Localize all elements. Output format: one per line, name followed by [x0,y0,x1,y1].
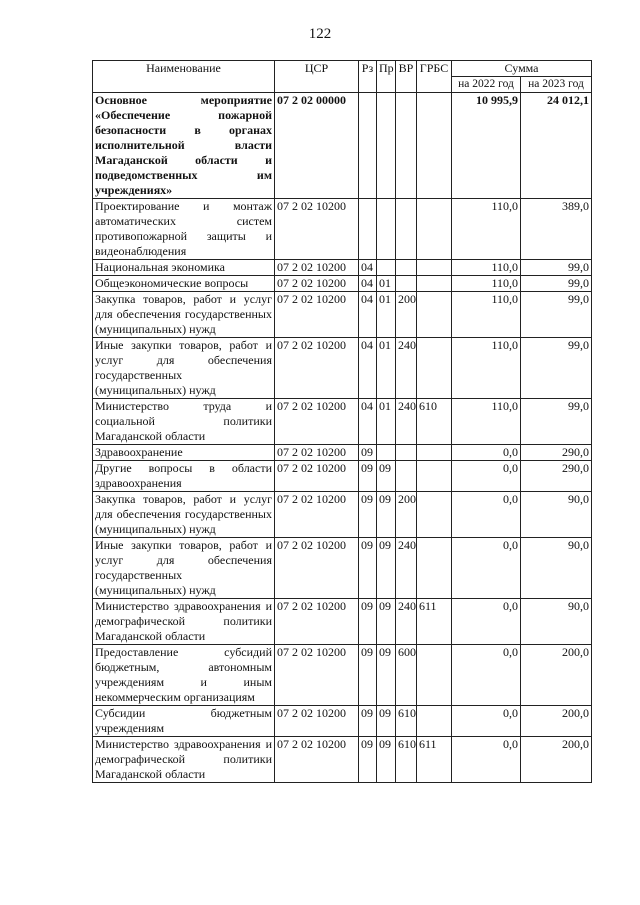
cell-grbs: 611 [417,599,452,645]
cell-csr: 07 2 02 00000 [275,93,359,199]
cell-sum-2023: 290,0 [521,445,592,461]
cell-sum-2022: 0,0 [452,492,521,538]
cell-sum-2022: 0,0 [452,538,521,599]
cell-pr: 09 [377,492,396,538]
cell-csr: 07 2 02 10200 [275,292,359,338]
cell-rz: 09 [359,599,377,645]
cell-sum-2022: 0,0 [452,645,521,706]
header-vr: ВР [396,61,417,93]
cell-pr [377,260,396,276]
table-row [93,338,592,399]
cell-csr: 07 2 02 10200 [275,199,359,260]
cell-name: Иные закупки товаров, работ и услуг для обеспечения государственных (муниципальных) нужд [93,338,275,399]
cell-csr: 07 2 02 10200 [275,538,359,599]
cell-csr: 07 2 02 10200 [275,276,359,292]
table-row [93,461,592,492]
cell-csr: 07 2 02 10200 [275,737,359,783]
header-csr: ЦСР [275,61,359,93]
cell-name: Закупка товаров, работ и услуг для обеспечения государственных (муниципальных) нужд [93,492,275,538]
cell-name: Субсидии бюджетным учреждениям [93,706,275,737]
cell-rz: 04 [359,260,377,276]
cell-sum-2023: 99,0 [521,338,592,399]
cell-rz: 09 [359,445,377,461]
cell-name: Министерство здравоохранения и демографической политики Магаданской области [93,599,275,645]
cell-grbs [417,492,452,538]
cell-grbs [417,93,452,199]
header-sum-2022: на 2022 год [452,77,521,93]
cell-sum-2023: 99,0 [521,276,592,292]
table-row [93,276,592,292]
cell-name: Министерство здравоохранения и демографической политики Магаданской области [93,737,275,783]
header-grbs: ГРБС [417,61,452,93]
cell-rz: 04 [359,276,377,292]
header-rz: Рз [359,61,377,93]
cell-sum-2022: 110,0 [452,199,521,260]
cell-rz: 09 [359,737,377,783]
cell-vr [396,260,417,276]
cell-pr: 09 [377,538,396,599]
cell-grbs [417,199,452,260]
cell-name: Закупка товаров, работ и услуг для обеспечения государственных (муниципальных) нужд [93,292,275,338]
cell-csr: 07 2 02 10200 [275,599,359,645]
table-row [93,706,592,737]
cell-pr [377,445,396,461]
cell-pr: 09 [377,461,396,492]
cell-csr: 07 2 02 10200 [275,461,359,492]
cell-csr: 07 2 02 10200 [275,645,359,706]
cell-name: Здравоохранение [93,445,275,461]
cell-pr [377,199,396,260]
table-row [93,260,592,276]
cell-pr: 09 [377,737,396,783]
cell-sum-2023: 99,0 [521,292,592,338]
cell-sum-2023: 90,0 [521,492,592,538]
cell-grbs [417,292,452,338]
cell-pr: 09 [377,599,396,645]
cell-sum-2022: 0,0 [452,599,521,645]
cell-name: Национальная экономика [93,260,275,276]
cell-rz: 09 [359,492,377,538]
cell-sum-2023: 24 012,1 [521,93,592,199]
cell-grbs: 610 [417,399,452,445]
cell-vr: 240 [396,599,417,645]
cell-vr: 600 [396,645,417,706]
cell-vr [396,276,417,292]
cell-sum-2022: 10 995,9 [452,93,521,199]
cell-sum-2022: 0,0 [452,737,521,783]
cell-sum-2023: 200,0 [521,737,592,783]
table-row [93,599,592,645]
cell-rz [359,199,377,260]
cell-csr: 07 2 02 10200 [275,399,359,445]
header-pr: Пр [377,61,396,93]
cell-name: Предоставление субсидий бюджетным, автономным учреждениям и иным некоммерческим организациям [93,645,275,706]
cell-sum-2023: 290,0 [521,461,592,492]
cell-vr [396,461,417,492]
cell-rz: 04 [359,338,377,399]
cell-grbs [417,276,452,292]
cell-sum-2023: 90,0 [521,599,592,645]
cell-name: Другие вопросы в области здравоохранения [93,461,275,492]
cell-pr [377,93,396,199]
table-row [93,93,592,199]
cell-pr: 09 [377,706,396,737]
cell-sum-2022: 110,0 [452,399,521,445]
cell-vr: 240 [396,338,417,399]
cell-sum-2022: 110,0 [452,292,521,338]
budget-table [92,60,592,783]
cell-rz: 04 [359,399,377,445]
cell-grbs [417,445,452,461]
cell-name: Общеэкономические вопросы [93,276,275,292]
cell-vr: 200 [396,292,417,338]
cell-sum-2023: 99,0 [521,399,592,445]
cell-sum-2022: 0,0 [452,461,521,492]
cell-pr: 09 [377,645,396,706]
cell-sum-2023: 99,0 [521,260,592,276]
cell-sum-2022: 110,0 [452,338,521,399]
cell-grbs [417,645,452,706]
cell-vr [396,93,417,199]
cell-vr [396,199,417,260]
cell-sum-2023: 389,0 [521,199,592,260]
table-row [93,492,592,538]
cell-vr: 610 [396,737,417,783]
table-body [93,93,592,783]
cell-csr: 07 2 02 10200 [275,492,359,538]
cell-rz: 09 [359,461,377,492]
cell-csr: 07 2 02 10200 [275,338,359,399]
cell-grbs [417,706,452,737]
table-row [93,199,592,260]
table-row [93,399,592,445]
cell-sum-2022: 0,0 [452,706,521,737]
cell-csr: 07 2 02 10200 [275,706,359,737]
cell-pr: 01 [377,338,396,399]
cell-name: Основное мероприятие «Обеспечение пожарной безопасности в органах исполнительной власти Магаданской области и подведомственных им учреждениях» [93,93,275,199]
cell-grbs [417,538,452,599]
cell-grbs: 611 [417,737,452,783]
cell-pr: 01 [377,292,396,338]
cell-rz: 09 [359,538,377,599]
cell-vr [396,445,417,461]
cell-pr: 01 [377,399,396,445]
cell-vr: 240 [396,399,417,445]
cell-sum-2022: 0,0 [452,445,521,461]
header-name: Наименование [93,61,275,93]
cell-csr: 07 2 02 10200 [275,260,359,276]
table-row [93,645,592,706]
cell-sum-2023: 200,0 [521,645,592,706]
cell-rz [359,93,377,199]
cell-grbs [417,338,452,399]
table-row [93,292,592,338]
cell-name: Проектирование и монтаж автоматических систем противопожарной защиты и видеонаблюдения [93,199,275,260]
cell-grbs [417,461,452,492]
cell-vr: 200 [396,492,417,538]
cell-rz: 09 [359,706,377,737]
cell-sum-2023: 200,0 [521,706,592,737]
table-row [93,538,592,599]
cell-rz: 04 [359,292,377,338]
header-sum: Сумма [452,61,592,77]
cell-vr: 610 [396,706,417,737]
cell-sum-2022: 110,0 [452,260,521,276]
cell-csr: 07 2 02 10200 [275,445,359,461]
cell-vr: 240 [396,538,417,599]
page-number: 122 [308,26,332,42]
cell-name: Иные закупки товаров, работ и услуг для обеспечения государственных (муниципальных) нужд [93,538,275,599]
cell-rz: 09 [359,645,377,706]
cell-pr: 01 [377,276,396,292]
table-row [93,737,592,783]
cell-sum-2023: 90,0 [521,538,592,599]
cell-name: Министерство труда и социальной политики Магаданской области [93,399,275,445]
header-sum-2023: на 2023 год [521,77,592,93]
table-row [93,445,592,461]
cell-grbs [417,260,452,276]
cell-sum-2022: 110,0 [452,276,521,292]
